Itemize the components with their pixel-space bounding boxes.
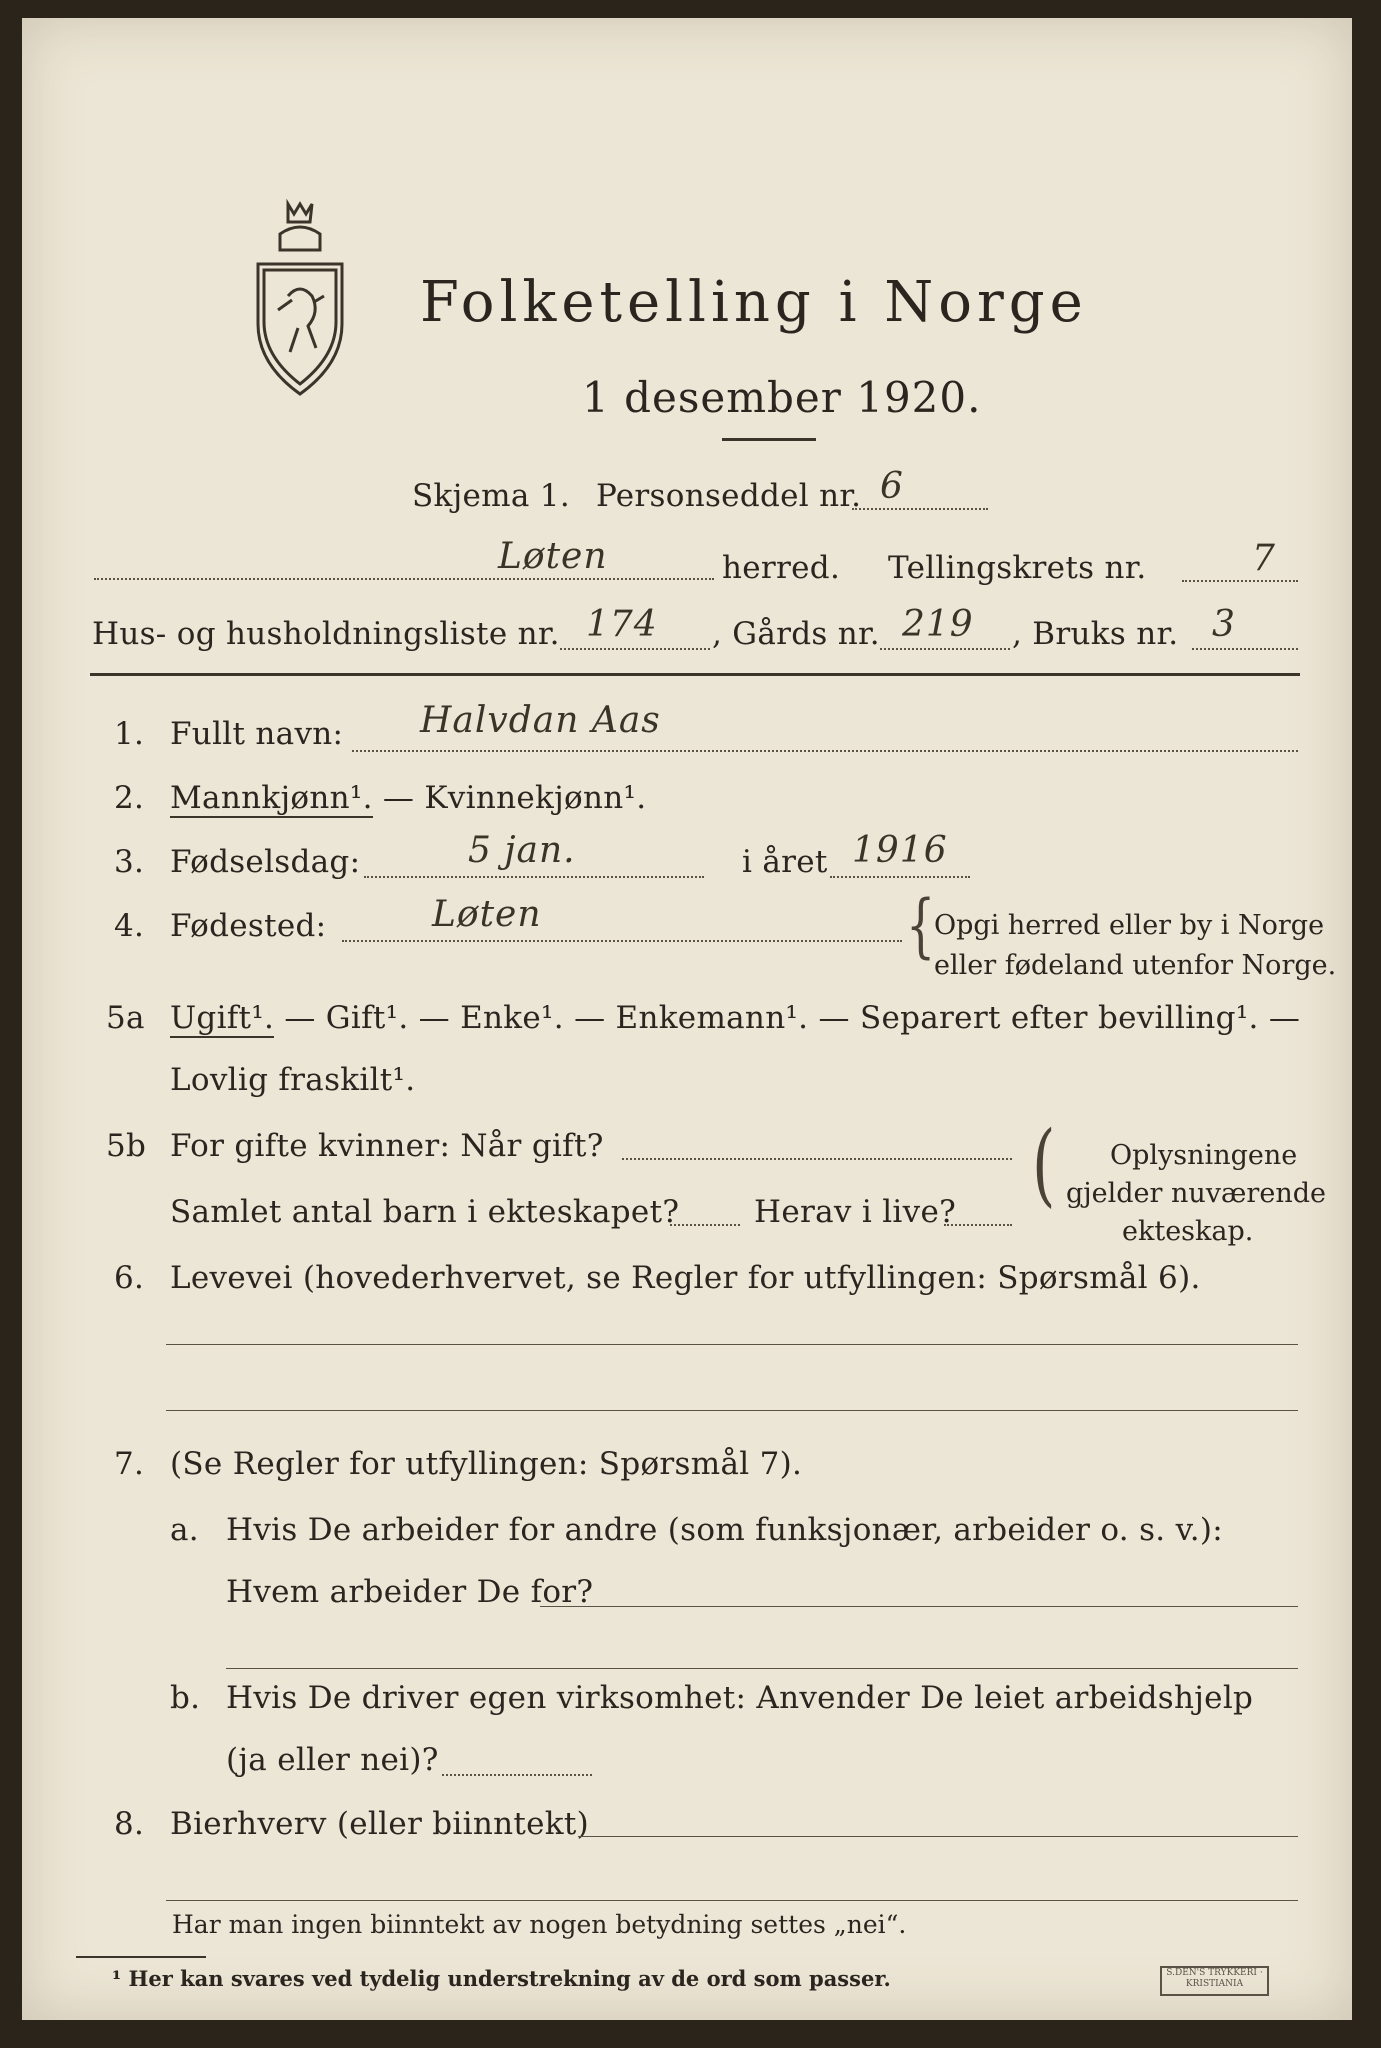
q5a-ugift-option[interactable]: Ugift¹. — [170, 1000, 275, 1036]
q3-year-label: i året — [742, 844, 828, 880]
q3-year-line — [830, 876, 970, 878]
tellingskrets-label: Tellingskrets nr. — [888, 550, 1147, 586]
q8-label: Bierhverv (eller biinntekt) — [170, 1806, 590, 1842]
q7a-line1: Hvis De arbeider for andre (som funksjonær, arbeider o. s. v.): — [226, 1512, 1224, 1548]
personseddel-label: Personseddel nr. — [596, 478, 862, 514]
q3-year-value[interactable]: 1916 — [852, 830, 948, 871]
q5a-line2[interactable]: Lovlig fraskilt¹. — [170, 1062, 416, 1098]
q4-note-1: Opgi herred eller by i Norge — [934, 910, 1325, 941]
q5b-brace: ( — [1032, 1112, 1056, 1218]
q3-line — [364, 876, 704, 878]
bruks-line — [1192, 648, 1298, 650]
q7b-line1: Hvis De driver egen virksomhet: Anvender De leiet arbeidshjelp — [226, 1680, 1254, 1716]
q7b-line2: (ja eller nei)? — [226, 1742, 439, 1778]
q5a-other-options[interactable]: — Gift¹. — Enke¹. — Enkemann¹. — Separert efter bevilling¹. — — [274, 1000, 1301, 1036]
q2-kvinnekjonn-option[interactable]: — Kvinnekjønn¹. — [372, 780, 647, 816]
bruks-label: , Bruks nr. — [1012, 616, 1179, 652]
q5a-number: 5a — [106, 1000, 145, 1036]
footer-note: Har man ingen biinntekt av nogen betydning settes „nei“. — [172, 1910, 907, 1939]
form-title: Folketelling i Norge — [420, 270, 1088, 335]
q7b-letter: b. — [170, 1680, 201, 1716]
q6-line-2[interactable] — [166, 1410, 1298, 1411]
q4-note-2: eller fødeland utenfor Norge. — [934, 950, 1337, 981]
q7-number: 7. — [114, 1446, 145, 1482]
q8-answer-line[interactable] — [578, 1836, 1298, 1837]
footnote-divider — [76, 1956, 206, 1958]
q8-answer-line-2[interactable] — [166, 1900, 1298, 1901]
q8-number: 8. — [114, 1806, 145, 1842]
herred-label: herred. — [722, 550, 841, 586]
tellingskrets-line — [1182, 580, 1298, 582]
title-divider — [722, 438, 816, 441]
tellingskrets-value[interactable]: 7 — [1252, 538, 1276, 579]
q5b-label-3: Herav i live? — [754, 1194, 957, 1230]
q5b-label-1: For gifte kvinner: Når gift? — [170, 1128, 604, 1164]
bruks-value[interactable]: 3 — [1212, 604, 1236, 645]
hus-line — [560, 648, 710, 650]
footnote: ¹ Her kan svares ved tydelig understrekning av de ord som passer. — [112, 1966, 891, 1991]
q5b-line-3 — [944, 1224, 1012, 1226]
q1-line — [352, 750, 1298, 752]
q3-birthday-value[interactable]: 5 jan. — [468, 830, 576, 871]
q3-label: Fødselsdag: — [170, 844, 361, 880]
q5b-note-1: Oplysningene — [1110, 1140, 1298, 1171]
q7b-answer-line[interactable] — [442, 1774, 592, 1776]
q5b-label-2: Samlet antal barn i ekteskapet? — [170, 1194, 680, 1230]
q7a-answer-line[interactable] — [540, 1606, 1298, 1607]
q5b-line-1 — [622, 1158, 1012, 1160]
gards-label: , Gårds nr. — [712, 616, 880, 652]
skjema-label: Skjema 1. — [412, 478, 570, 514]
q4-label: Fødested: — [170, 908, 327, 944]
q2-label — [170, 780, 646, 816]
herred-line — [94, 578, 714, 580]
gards-value[interactable]: 219 — [902, 604, 974, 645]
personseddel-value[interactable]: 6 — [880, 466, 904, 507]
header-divider — [90, 673, 1300, 676]
personseddel-line — [852, 508, 988, 510]
q5b-line-2 — [670, 1224, 740, 1226]
q1-label: Fullt navn: — [170, 716, 344, 752]
q7a-letter: a. — [170, 1512, 199, 1548]
q6-line-1[interactable] — [166, 1344, 1298, 1345]
q2-mannkjonn-option[interactable]: Mannkjønn¹. — [170, 780, 373, 816]
q4-line — [342, 940, 902, 942]
q1-full-name-value[interactable]: Halvdan Aas — [420, 700, 661, 741]
q6-number: 6. — [114, 1260, 145, 1296]
q7-label: (Se Regler for utfyllingen: Spørsmål 7). — [170, 1446, 803, 1482]
hus-value[interactable]: 174 — [586, 604, 658, 645]
q3-number: 3. — [114, 844, 145, 880]
q5b-note-2: gjelder nuværende — [1066, 1178, 1326, 1209]
gards-line — [880, 648, 1010, 650]
q7a-answer-line-2[interactable] — [226, 1668, 1298, 1669]
q5b-number: 5b — [106, 1128, 147, 1164]
q7a-line2: Hvem arbeider De for? — [226, 1574, 594, 1610]
census-form-sheet — [22, 18, 1352, 2020]
q4-birthplace-value[interactable]: Løten — [432, 894, 542, 935]
q4-number: 4. — [114, 908, 145, 944]
q5a-options — [170, 1000, 1300, 1036]
census-date: 1 desember 1920. — [582, 373, 982, 422]
q1-number: 1. — [114, 716, 145, 752]
hus-label: Hus- og husholdningsliste nr. — [92, 616, 560, 652]
q4-brace: { — [906, 884, 936, 966]
q5b-note-3: ekteskap. — [1122, 1216, 1254, 1247]
q6-label: Levevei (hovederhvervet, se Regler for utfyllingen: Spørsmål 6). — [170, 1260, 1201, 1296]
printer-stamp: S.DEN'S TRYKKERI · KRISTIANIA — [1160, 1966, 1269, 1996]
herred-value[interactable]: Løten — [498, 536, 608, 577]
coat-of-arms-icon — [250, 196, 350, 410]
q2-number: 2. — [114, 780, 145, 816]
